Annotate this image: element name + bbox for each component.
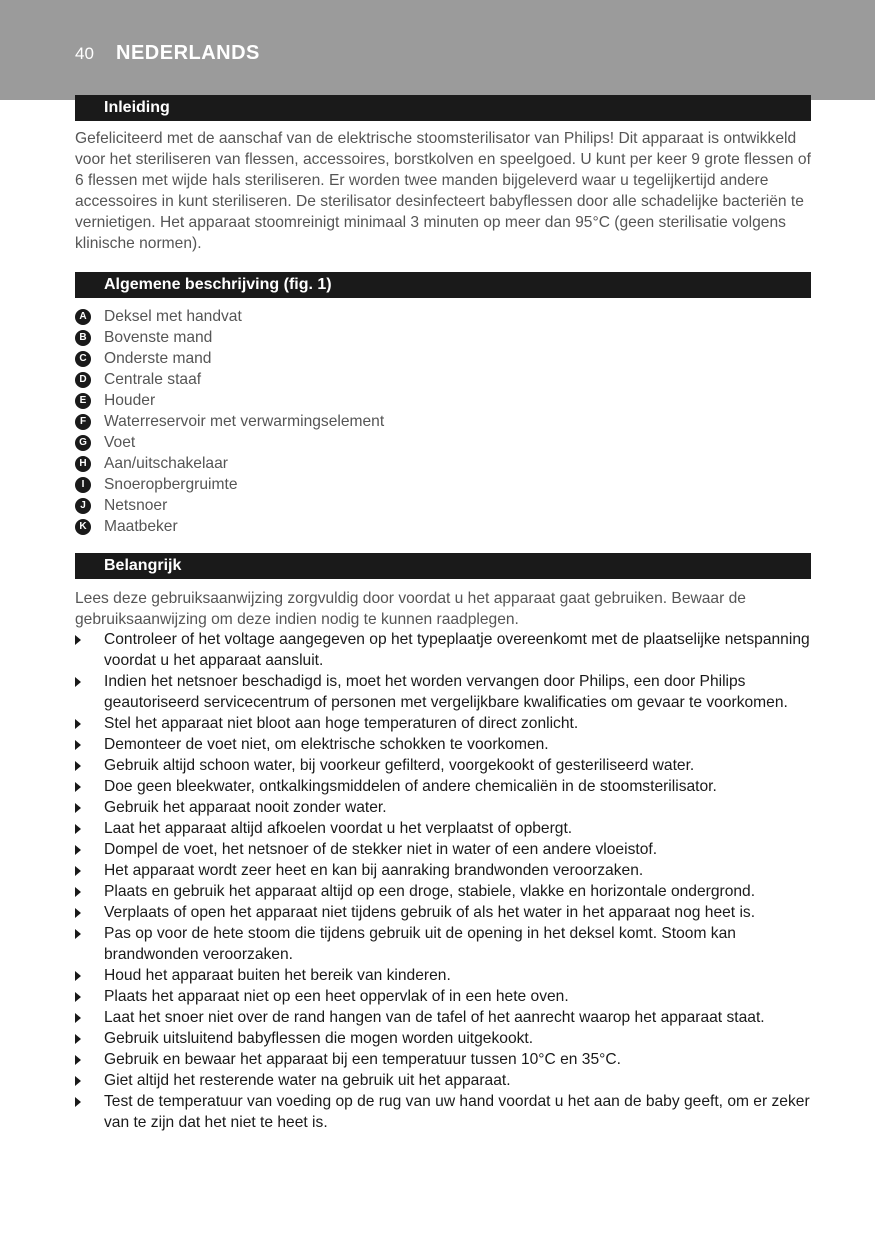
part-item xyxy=(75,453,384,474)
part-item xyxy=(75,327,384,348)
part-letter-badge: K xyxy=(75,519,91,535)
warning-item xyxy=(75,629,815,671)
warning-text: Gebruik het apparaat nooit zonder water. xyxy=(104,799,387,816)
bullet-arrow-icon xyxy=(75,992,81,1002)
warning-text: Laat het apparaat altijd afkoelen voordat u het verplaatst of opbergt. xyxy=(104,820,573,837)
section-header-important xyxy=(75,553,811,579)
warning-item xyxy=(75,902,815,923)
bullet-arrow-icon xyxy=(75,635,81,645)
warning-item xyxy=(75,734,815,755)
section-header-intro xyxy=(75,95,811,121)
part-item xyxy=(75,369,384,390)
warning-item xyxy=(75,818,815,839)
bullet-arrow-icon xyxy=(75,929,81,939)
part-item xyxy=(75,516,384,537)
warning-item xyxy=(75,1070,815,1091)
warning-list xyxy=(75,629,815,1133)
warning-text: Plaats het apparaat niet op een heet oppervlak of in een hete oven. xyxy=(104,988,569,1005)
part-item xyxy=(75,390,384,411)
warning-item xyxy=(75,797,815,818)
bullet-arrow-icon xyxy=(75,677,81,687)
warning-item xyxy=(75,1007,815,1028)
warning-text: Gebruik uitsluitend babyflessen die mogen worden uitgekookt. xyxy=(104,1030,534,1047)
part-label: Aan/uitschakelaar xyxy=(104,454,228,472)
warning-text: Dompel de voet, het netsnoer of de stekker niet in water of een andere vloeistof. xyxy=(104,841,658,858)
warning-item xyxy=(75,1028,815,1049)
part-letter-badge: A xyxy=(75,309,91,325)
part-item xyxy=(75,495,384,516)
part-label: Houder xyxy=(104,391,156,409)
bullet-arrow-icon xyxy=(75,845,81,855)
bullet-arrow-icon xyxy=(75,1013,81,1023)
warning-item xyxy=(75,713,815,734)
bullet-arrow-icon xyxy=(75,1097,81,1107)
warning-text: Laat het snoer niet over de rand hangen van de tafel of het aanrecht waarop het apparaat staat. xyxy=(104,1009,765,1026)
bullet-arrow-icon xyxy=(75,782,81,792)
part-label: Voet xyxy=(104,433,136,451)
warning-item xyxy=(75,986,815,1007)
part-letter-badge: D xyxy=(75,372,91,388)
part-letter-badge: C xyxy=(75,351,91,367)
warning-text: Houd het apparaat buiten het bereik van kinderen. xyxy=(104,967,451,984)
warning-text: Het apparaat wordt zeer heet en kan bij aanraking brandwonden veroorzaken. xyxy=(104,862,644,879)
warning-text: Gebruik en bewaar het apparaat bij een temperatuur tussen 10°C en 35°C. xyxy=(104,1051,621,1068)
bullet-arrow-icon xyxy=(75,908,81,918)
part-item xyxy=(75,411,384,432)
warning-item xyxy=(75,1049,815,1070)
warning-item xyxy=(75,881,815,902)
part-letter-badge: F xyxy=(75,414,91,430)
bullet-arrow-icon xyxy=(75,1034,81,1044)
intro-paragraph: Gefeliciteerd met de aanschaf van de elektrische stoomsterilisator van Philips! Dit apparaat is ontwikkeld voor het steriliseren van flessen, accessoires, borstkolven en speelgoed. U kunt per keer 9 grote flessen of 6 flessen met wijde hals steriliseren. Er worden twee manden bijgeleverd waar u tegelijkertijd andere accessoires in kunt steriliseren. De sterilisator desinfecteert babyflessen door alle schadelijke bacteriën te vernietigen. Het apparaat stoomreinigt minimaal 3 minuten op meer dan 95°C (geen sterilisatie volgens klinische normen). xyxy=(75,130,811,252)
part-letter-badge: J xyxy=(75,498,91,514)
important-intro: Lees deze gebruiksaanwijzing zorgvuldig door voordat u het apparaat gaat gebruiken. Bewaar de gebruiksaanwijzing om deze indien nodig te kunnen raadplegen. xyxy=(75,590,746,628)
warning-text: Demonteer de voet niet, om elektrische schokken te voorkomen. xyxy=(104,736,549,753)
parts-list xyxy=(75,306,384,537)
part-label: Deksel met handvat xyxy=(104,307,242,325)
warning-text: Doe geen bleekwater, ontkalkingsmiddelen of andere chemicaliën in de stoomsterilisator. xyxy=(104,778,717,795)
warning-item xyxy=(75,776,815,797)
part-label: Snoeropbergruimte xyxy=(104,475,238,493)
bullet-arrow-icon xyxy=(75,761,81,771)
bullet-arrow-icon xyxy=(75,887,81,897)
warning-text: Pas op voor de hete stoom die tijdens gebruik uit de opening in het deksel komt. Stoom kan brandwonden veroorzaken. xyxy=(104,925,736,963)
page-number: 40 xyxy=(75,44,94,63)
bullet-arrow-icon xyxy=(75,971,81,981)
part-item xyxy=(75,474,384,495)
part-label: Onderste mand xyxy=(104,349,212,367)
warning-text: Controleer of het voltage aangegeven op het typeplaatje overeenkomt met de plaatselijke netspanning voordat u het apparaat aansluit. xyxy=(104,631,810,669)
bullet-arrow-icon xyxy=(75,866,81,876)
part-letter-badge: G xyxy=(75,435,91,451)
part-label: Bovenste mand xyxy=(104,328,213,346)
warning-item xyxy=(75,671,815,713)
warning-text: Test de temperatuur van voeding op de rug van uw hand voordat u het aan de baby geeft, om er zeker van te zijn dat het niet te heet is. xyxy=(104,1093,810,1131)
part-label: Maatbeker xyxy=(104,517,178,535)
part-letter-badge: B xyxy=(75,330,91,346)
bullet-arrow-icon xyxy=(75,740,81,750)
bullet-arrow-icon xyxy=(75,1055,81,1065)
warning-item xyxy=(75,755,815,776)
part-label: Centrale staaf xyxy=(104,370,202,388)
part-label: Waterreservoir met verwarmingselement xyxy=(104,412,385,430)
part-letter-badge: E xyxy=(75,393,91,409)
part-item xyxy=(75,432,384,453)
language-title: NEDERLANDS xyxy=(116,42,260,64)
warning-text: Verplaats of open het apparaat niet tijdens gebruik of als het water in het apparaat nog heet is. xyxy=(104,904,756,921)
warning-item xyxy=(75,923,815,965)
warning-text: Stel het apparaat niet bloot aan hoge temperaturen of direct zonlicht. xyxy=(104,715,579,732)
part-letter-badge: I xyxy=(75,477,91,493)
warning-text: Giet altijd het resterende water na gebruik uit het apparaat. xyxy=(104,1072,511,1089)
warning-item xyxy=(75,965,815,986)
warning-item xyxy=(75,1091,815,1133)
warning-text: Gebruik altijd schoon water, bij voorkeur gefilterd, voorgekookt of gesteriliseerd water. xyxy=(104,757,695,774)
section-title: Belangrijk xyxy=(104,557,182,574)
warning-item xyxy=(75,839,815,860)
section-title: Inleiding xyxy=(104,99,170,116)
warning-text: Indien het netsnoer beschadigd is, moet het worden vervangen door Philips, een door Philips geautoriseerd servicecentrum of personen met vergelijkbare kwalificaties om gevaar te voorkomen. xyxy=(104,673,788,711)
bullet-arrow-icon xyxy=(75,803,81,813)
warning-item xyxy=(75,860,815,881)
section-header-description xyxy=(75,272,811,298)
part-item xyxy=(75,348,384,369)
part-letter-badge: H xyxy=(75,456,91,472)
bullet-arrow-icon xyxy=(75,824,81,834)
part-item xyxy=(75,306,384,327)
part-label: Netsnoer xyxy=(104,496,168,514)
bullet-arrow-icon xyxy=(75,1076,81,1086)
bullet-arrow-icon xyxy=(75,719,81,729)
page-header-bar xyxy=(0,0,875,100)
section-title: Algemene beschrijving (fig. 1) xyxy=(104,276,332,293)
warning-text: Plaats en gebruik het apparaat altijd op een droge, stabiele, vlakke en horizontale ondergrond. xyxy=(104,883,756,900)
